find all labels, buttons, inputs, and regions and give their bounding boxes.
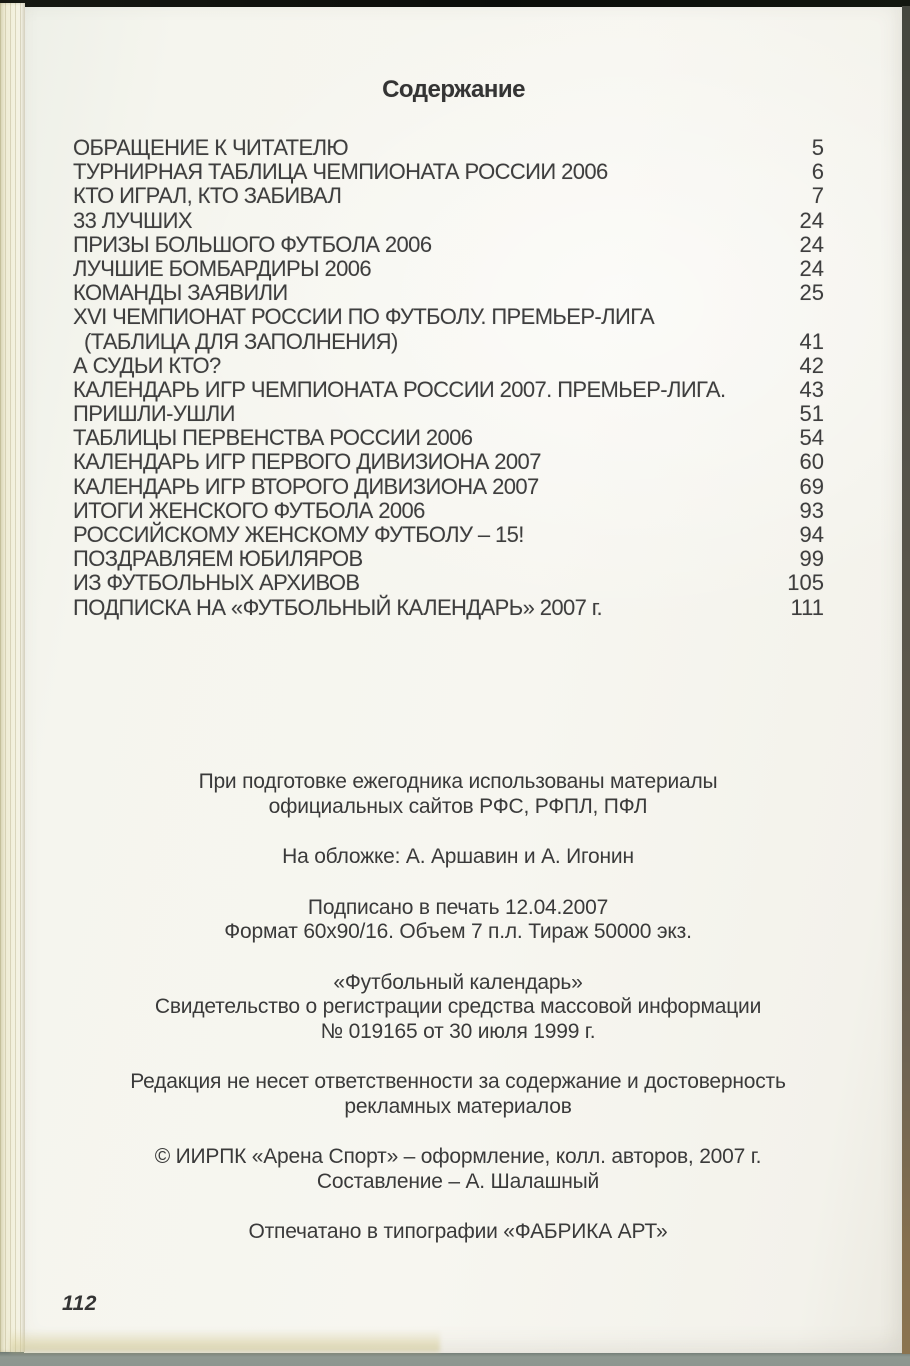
toc-item-label: ТАБЛИЦЫ ПЕРВЕНСТВА РОССИИ 2006 — [73, 425, 473, 451]
toc-item — [73, 523, 824, 547]
toc-item-label: (ТАБЛИЦА ДЛЯ ЗАПОЛНЕНИЯ) — [84, 328, 398, 354]
colophon-group — [28, 1070, 888, 1119]
toc-item-label: ТУРНИРНАЯ ТАБЛИЦА ЧЕМПИОНАТА РОССИИ 2006 — [73, 159, 608, 185]
toc-item-label: КОМАНДЫ ЗАЯВИЛИ — [73, 280, 288, 306]
toc-item-label: КТО ИГРАЛ, КТО ЗАБИВАЛ — [73, 183, 342, 209]
toc-item-page: 24 — [799, 231, 824, 257]
colophon-line: Редакция не несет ответственности за содержание и достоверность — [130, 1070, 786, 1093]
toc-item — [73, 281, 824, 305]
toc-item — [73, 257, 824, 281]
toc-item — [73, 160, 824, 184]
toc-item-page: 24 — [799, 207, 824, 233]
colophon-line: При подготовке ежегодника использованы материалы — [198, 770, 718, 793]
toc-item-page: 42 — [799, 352, 824, 378]
colophon-line: Свидетельство о регистрации средства массовой информации — [154, 995, 762, 1018]
colophon-line: На обложке: А. Аршавин и А. Игонин — [282, 845, 634, 868]
toc-item — [73, 596, 824, 620]
colophon-group — [28, 1145, 888, 1194]
toc-item-page: 60 — [799, 449, 824, 475]
toc-item-page: 93 — [799, 497, 824, 523]
toc-item-page: 69 — [799, 473, 824, 499]
colophon — [28, 770, 888, 1271]
toc-item-page: 105 — [787, 570, 824, 596]
toc-item-page: 54 — [799, 425, 824, 451]
colophon-line: официальных сайтов РФС, РФПЛ, ПФЛ — [268, 794, 648, 818]
colophon-line: «Футбольный календарь» — [333, 970, 583, 994]
colophon-line: Отпечатано в типографии «ФАБРИКА АРТ» — [248, 1220, 668, 1243]
toc-item — [73, 571, 824, 595]
toc-item-label: ПОЗДРАВЛЯЕМ ЮБИЛЯРОВ — [73, 546, 363, 572]
colophon-group — [28, 770, 888, 819]
toc-item — [73, 136, 824, 160]
toc-item — [73, 450, 824, 474]
toc-item — [73, 233, 824, 257]
toc-item-page: 7 — [811, 183, 824, 209]
toc-item — [73, 499, 824, 523]
colophon-line: Составление – А. Шалашный — [316, 1169, 600, 1193]
toc-item-label: XVI ЧЕМПИОНАТ РОССИИ ПО ФУТБОЛУ. ПРЕМЬЕР-ЛИГА — [73, 304, 655, 330]
toc-item — [73, 330, 824, 354]
toc-item-label: ОБРАЩЕНИЕ К ЧИТАТЕЛЮ — [73, 135, 349, 160]
toc-item-label: 33 ЛУЧШИХ — [73, 207, 192, 233]
toc-item-label: ЛУЧШИЕ БОМБАРДИРЫ 2006 — [73, 255, 372, 281]
page-number: 112 — [62, 1292, 97, 1315]
toc-item-page: 94 — [799, 522, 824, 547]
toc-item — [73, 305, 824, 329]
toc-item — [73, 354, 824, 378]
toc-item-label: ИТОГИ ЖЕНСКОГО ФУТБОЛА 2006 — [73, 497, 425, 523]
toc-item-label: ПОДПИСКА НА «ФУТБОЛЬНЫЙ КАЛЕНДАРЬ» 2007 г. — [73, 594, 603, 620]
toc-item-label: ИЗ ФУТБОЛЬНЫХ АРХИВОВ — [73, 570, 360, 596]
colophon-group — [28, 845, 888, 870]
toc-item-page: 99 — [799, 546, 824, 572]
toc-item-label: КАЛЕНДАРЬ ИГР ВТОРОГО ДИВИЗИОНА 2007 — [73, 473, 539, 499]
toc-item — [73, 378, 824, 402]
colophon-line: № 019165 от 30 июля 1999 г. — [320, 1019, 596, 1043]
page-edge-smear — [10, 1330, 440, 1352]
toc-item — [73, 209, 824, 233]
toc-item-label: ПРИЗЫ БОЛЬШОГО ФУТБОЛА 2006 — [73, 231, 432, 257]
colophon-group — [28, 1220, 888, 1245]
toc-item — [73, 426, 824, 450]
colophon-line: Формат 60х90/16. Объем 7 п.л. Тираж 50000 экз. — [224, 920, 692, 943]
toc-item-label: ПРИШЛИ-УШЛИ — [73, 401, 235, 427]
colophon-line: рекламных материалов — [344, 1094, 572, 1118]
colophon-group — [28, 896, 888, 945]
page-title: Содержание — [382, 76, 525, 103]
book-right-page-edge — [902, 6, 910, 1354]
toc-item-page: 5 — [811, 135, 824, 160]
table-surface — [0, 1352, 910, 1366]
toc-item-label: КАЛЕНДАРЬ ИГР ЧЕМПИОНАТА РОССИИ 2007. ПРЕМЬЕР-ЛИГА. — [73, 376, 726, 402]
toc-item — [73, 475, 824, 499]
colophon-line: © ИИРПК «Арена Спорт» – оформление, колл. авторов, 2007 г. — [154, 1145, 762, 1168]
toc-list — [73, 136, 824, 620]
toc-item-label: РОССИЙСКОМУ ЖЕНСКОМУ ФУТБОЛУ – 15! — [73, 522, 524, 547]
book-spine-page-edges — [0, 3, 25, 1352]
colophon-line: Подписано в печать 12.04.2007 — [307, 895, 609, 919]
toc-item — [73, 547, 824, 571]
toc-item-page: 24 — [799, 255, 824, 281]
toc-item-page: 6 — [811, 159, 824, 185]
toc-item-page: 111 — [790, 594, 824, 620]
toc-item-page: 51 — [799, 401, 824, 427]
toc-item-label: КАЛЕНДАРЬ ИГР ПЕРВОГО ДИВИЗИОНА 2007 — [73, 449, 541, 475]
toc-item — [73, 402, 824, 426]
toc-item-label: А СУДЬИ КТО? — [73, 352, 221, 378]
toc-item-page: 25 — [799, 280, 824, 306]
toc-item-page: 41 — [799, 328, 824, 354]
toc-item — [73, 184, 824, 208]
colophon-group — [28, 971, 888, 1045]
toc-item-page: 43 — [799, 376, 824, 402]
